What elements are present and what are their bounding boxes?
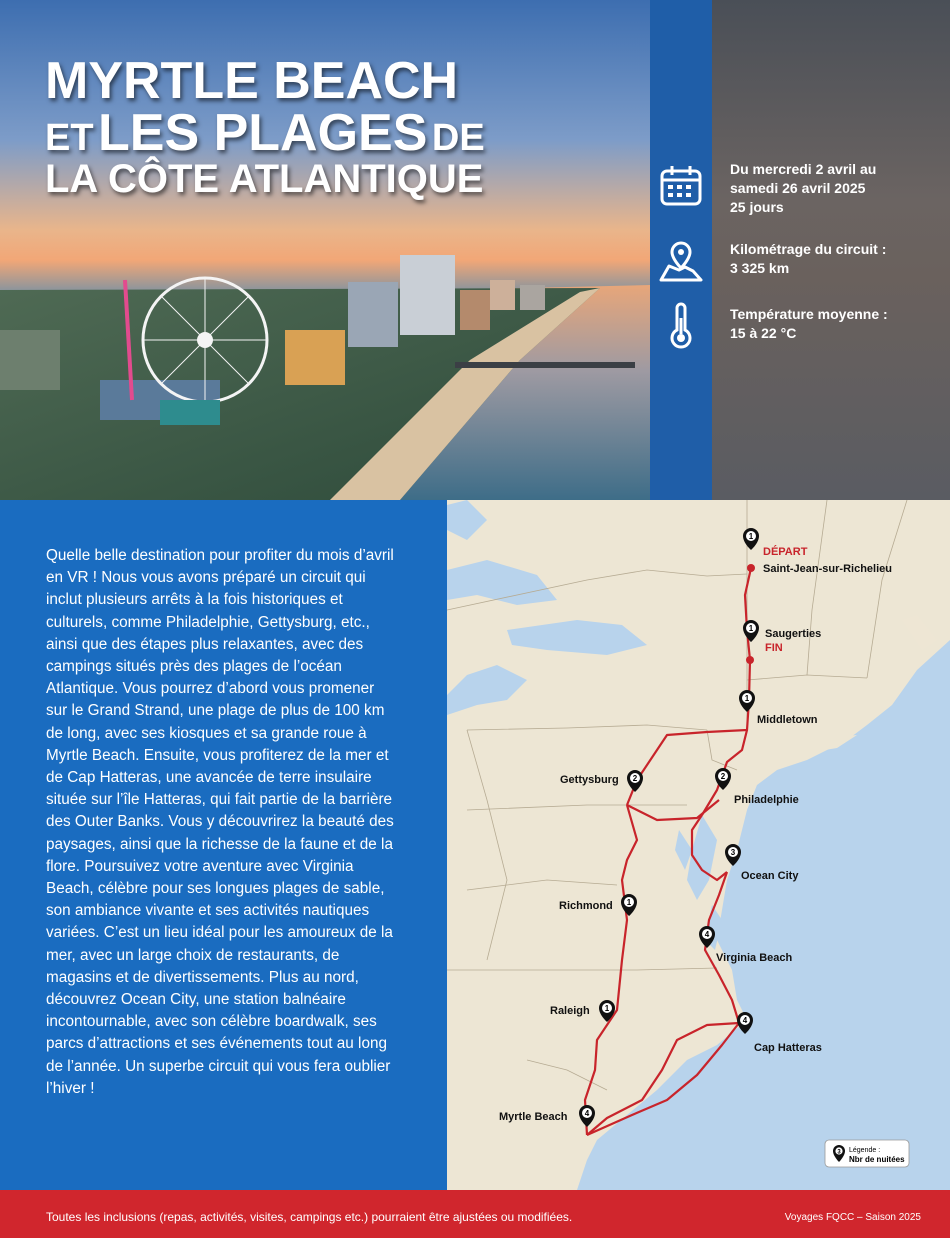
title-line-1: MYRTLE BEACH (45, 52, 459, 110)
map-pin-nights: 1 (748, 532, 754, 541)
route-map-svg (447, 500, 950, 1190)
temperature-info (730, 305, 888, 343)
map-pin-nights: 2 (720, 772, 726, 781)
stop-label-saugerties: Saugerties (765, 628, 822, 640)
stop-label-ocean-city: Ocean City (741, 870, 799, 882)
map-pin-nights: 2 (632, 774, 638, 783)
thermometer-icon (657, 302, 705, 350)
dates-info (730, 160, 876, 217)
stop-label-philadelphie: Philadelphie (734, 794, 799, 806)
stop-label-richmond: Richmond (559, 900, 613, 912)
stop-label-raleigh: Raleigh (550, 1005, 590, 1017)
route-map (447, 500, 950, 1190)
map-pin-nights: 4 (742, 1016, 748, 1025)
depart-label: DÉPART (763, 546, 808, 558)
title-line-2-main: LES PLAGES (98, 104, 428, 162)
map-pin-nights: 1 (604, 1004, 610, 1013)
distance-line-2: 3 325 km (730, 260, 790, 276)
title-line-2-suffix: DE (431, 117, 485, 159)
fin-label: FIN (765, 642, 783, 654)
map-pin-nights: 4 (704, 930, 710, 939)
title-line-2 (45, 104, 485, 162)
map-pin-nights: 1 (748, 624, 754, 633)
temperature-line-1: Température moyenne : (730, 306, 888, 322)
dates-line-1: Du mercredi 2 avril au (730, 161, 877, 177)
footer-brand: Voyages FQCC – Saison 2025 (784, 1212, 921, 1223)
map-pin-icon (657, 238, 705, 286)
stop-label-myrtle-beach: Myrtle Beach (499, 1111, 568, 1123)
stop-label-virginia-beach: Virginia Beach (716, 952, 793, 964)
dates-line-3: 25 jours (730, 199, 784, 215)
map-pin-cap-hatteras (737, 1012, 753, 1034)
map-pin-nights: 3 (730, 848, 736, 857)
map-pin-nights: 1 (744, 694, 750, 703)
map-legend (825, 1140, 909, 1167)
dates-line-2: samedi 26 avril 2025 (730, 180, 866, 196)
stop-label-middletown: Middletown (757, 714, 818, 726)
legend-title: Légende : (849, 1147, 881, 1154)
legend-text: Nbr de nuitées (849, 1155, 905, 1164)
stop-label-saint-jean: Saint-Jean-sur-Richelieu (763, 563, 892, 575)
stop-label-gettysburg: Gettysburg (560, 774, 619, 786)
map-pin-nights: 1 (626, 898, 632, 907)
title-line-3: LA CÔTE ATLANTIQUE (45, 157, 484, 201)
legend-sample-number: 3 (837, 1149, 841, 1156)
footer-disclaimer: Toutes les inclusions (repas, activités, visites, campings etc.) pourraient être ajustées ou modifiées. (46, 1210, 573, 1224)
stop-label-cap-hatteras: Cap Hatteras (754, 1042, 822, 1054)
calendar-icon (657, 162, 705, 210)
distance-info (730, 240, 886, 278)
distance-line-1: Kilométrage du circuit : (730, 241, 887, 257)
page-title (45, 52, 485, 201)
footer (0, 1190, 950, 1238)
temperature-line-2: 15 à 22 °C (730, 325, 797, 341)
hero-photo (0, 0, 650, 500)
description-text: Quelle belle destination pour profiter du mois d’avril en VR ! Nous vous avons préparé un circuit qui inclut plusieurs arrêts à la fois historiques et culturels, comme Philadelphie, Gettysburg, etc., ainsi que des étapes plus relaxantes, avec des campings situés près des plages de l’océan Atlantique. Vous pourrez d’abord vous promener sur le Grand Strand, une plage de plus de 100 km de long, avec ses kiosques et sa grande roue à Myrtle Beach. Ensuite, vous profiterez de la mer et de Cap Hatteras, une avancée de terre insulaire située sur l’île Hatteras, qui fait partie de la barrière des Outer Banks. Vous y découvrirez la beauté des paysages, ainsi que la richesse de la faune et de la flore. Poursuivez votre aventure avec Virginia Beach, célèbre pour ses longues plages de sable, son ambiance vivante et ses activités nautiques variées. C’est un lieu idéal pour les amoureux de la mer, avec un large choix de restaurants, de magasins et de divertissements. Plus au nord, découvrez Ocean City, une station balnéaire incontournable, avec son célèbre boardwalk, ses parcs d’attractions et ses événements tout au long de l’année. Un superbe circuit qui vous fera oublier l’hiver ! (46, 547, 394, 1097)
map-pin-nights: 4 (584, 1109, 590, 1118)
title-line-2-prefix: ET (45, 117, 94, 159)
